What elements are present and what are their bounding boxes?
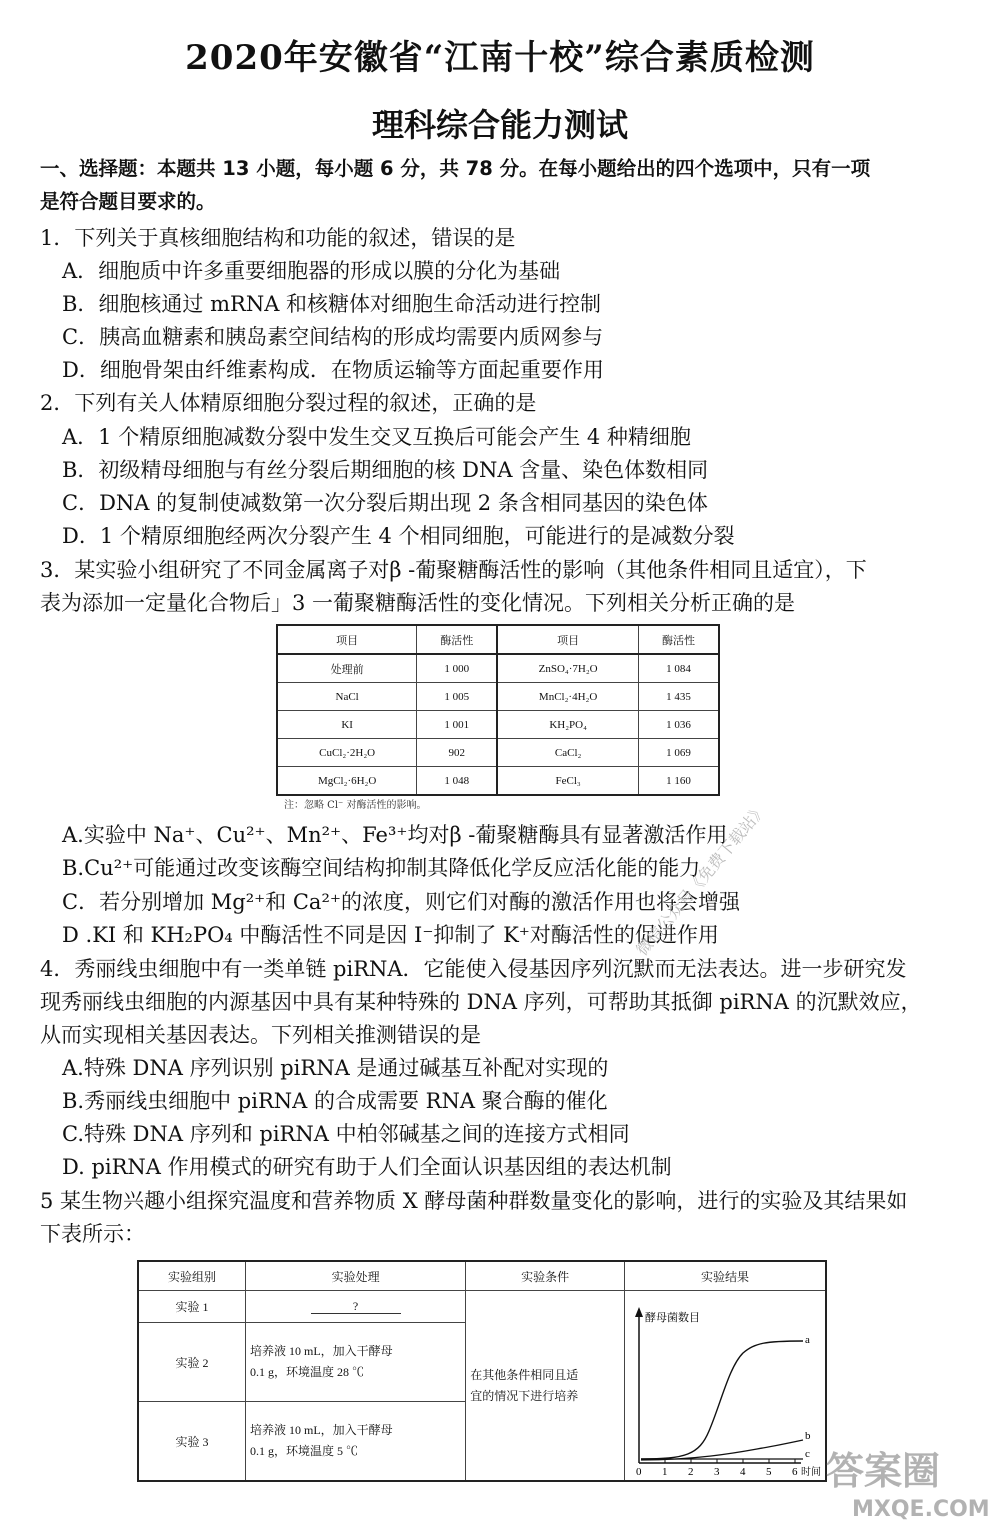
table-row (138, 1291, 826, 1323)
table-header-cell: 项目 (497, 625, 638, 654)
table-cell: 1 000 (417, 654, 498, 683)
yeast-experiment-table (137, 1260, 827, 1482)
logo-text: 答案圈 (826, 1449, 941, 1493)
q2-stem: 2．下列有关人体精原细胞分裂过程的叙述，正确的是 (40, 391, 537, 415)
condition-line2: 宜的情况下进行培养 (470, 1388, 579, 1403)
table-cell: MnCl₂·4H₂O (497, 683, 638, 711)
q4-option-c: C.特殊 DNA 序列和 piRNA 中柏邻碱基之间的连接方式相同 (62, 1122, 630, 1146)
q2-option-d: D．1 个精原细胞经两次分裂产生 4 个相同细胞，可能进行的是减数分裂 (62, 524, 735, 548)
curve-a (641, 1341, 803, 1459)
table-cell: 1 048 (417, 767, 498, 796)
section-heading-line1: 一、选择题：本题共 13 小题，每小题 6 分，共 78 分。在每小题给出的四个选项中，只有一项 (40, 157, 871, 180)
table-cell-condition (466, 1291, 625, 1482)
curve-b-label: b (804, 1430, 811, 1442)
table-cell: 1 005 (417, 683, 498, 711)
condition-line1: 在其他条件相同且适 (470, 1367, 579, 1382)
table-header-cell: 酶活性 (417, 625, 498, 654)
table-cell: 处理前 (277, 654, 417, 683)
table-cell: FeCl₃ (497, 767, 638, 796)
table-header-cell: 实验结果 (624, 1261, 826, 1291)
q1-option-d: D．细胞骨架由纤维素构成．在物质运输等方面起重要作用 (62, 358, 604, 382)
blank-treatment: ? (311, 1299, 401, 1314)
table-row (277, 739, 719, 767)
table-cell: 实验 2 (138, 1323, 246, 1402)
q4-stem-line1: 4．秀丽线虫细胞中有一类单链 piRNA．它能使入侵基因序列沉默而无法表达。进一步研究发 (40, 957, 907, 981)
x-tick-label: 1 (661, 1466, 668, 1476)
table-cell: MgCl₂·6H₂O (277, 767, 417, 796)
table-cell: 1 036 (638, 711, 719, 739)
table-cell: ZnSO₄·7H₂O (497, 654, 638, 683)
table-cell: 1 435 (638, 683, 719, 711)
table-cell (246, 1291, 466, 1323)
q5-stem-line2: 下表所示： (40, 1222, 145, 1246)
treatment-line1: 培养液 10 mL，加入干酵母 (250, 1344, 393, 1359)
q3-option-c: C．若分别增加 Mg²⁺和 Ca²⁺的浓度，则它们对酶的激活作用也将会增强 (62, 890, 740, 914)
curve-c-label: c (804, 1448, 810, 1460)
table-row (277, 654, 719, 683)
table-cell: 实验 1 (138, 1291, 246, 1323)
table-header-cell: 酶活性 (638, 625, 719, 654)
q1-option-c: C．胰高血糖素和胰岛素空间结构的形成均需要内质网参与 (62, 325, 604, 349)
x-tick-label: 4 (739, 1466, 746, 1476)
curve-a-label: a (804, 1334, 810, 1346)
table-cell: KI (277, 711, 417, 739)
table-cell: 902 (417, 739, 498, 767)
table-cell-treatment (246, 1323, 466, 1402)
table-header-row (138, 1261, 826, 1291)
treatment-line1: 培养液 10 mL，加入干酵母 (250, 1423, 393, 1438)
q4-option-d: D. piRNA 作用模式的研究有助于人们全面认识基因组的表达机制 (62, 1155, 672, 1179)
q1-option-b: B．细胞核通过 mRNA 和核糖体对细胞生命活动进行控制 (62, 292, 602, 316)
table-cell-treatment (246, 1402, 466, 1481)
q4-option-b: B.秀丽线虫细胞中 piRNA 的合成需要 RNA 聚合酶的催化 (62, 1089, 608, 1113)
q3-stem-line1: 3．某实验小组研究了不同金属离子对β -葡聚糖酶活性的影响（其他条件相同且适宜），下 (40, 558, 867, 582)
x-tick-label: 3 (713, 1466, 720, 1476)
x-axis-label: 时间 (800, 1467, 821, 1476)
yeast-growth-graph (625, 1291, 825, 1476)
watermark-text: 微信公众号《免费下载站》 (632, 799, 771, 960)
x-tick-label: 0 (635, 1466, 642, 1476)
table-cell: 1 160 (638, 767, 719, 796)
table-cell: KH₂PO₄ (497, 711, 638, 739)
y-axis-label: 酵母菌数目 (644, 1311, 700, 1324)
table-row (277, 683, 719, 711)
table-header-row (277, 625, 719, 654)
curve-b (641, 1440, 803, 1460)
table-cell: CuCl₂·2H₂O (277, 739, 417, 767)
q4-stem-line2: 现秀丽线虫细胞的内源基因中具有某种特殊的 DNA 序列，可帮助其抵御 piRNA 的沉默效应， (40, 990, 922, 1014)
page-title: 2020年安徽省“江南十校”综合素质检测 (185, 38, 815, 78)
q5-stem-line1: 5 某生物兴趣小组探究温度和营养物质 X 酵母菌种群数量变化的影响，进行的实验及其结果如 (40, 1189, 908, 1213)
q2-option-b: B．初级精母细胞与有丝分裂后期细胞的核 DNA 含量、染色体数相同 (62, 458, 709, 482)
table-header-cell: 实验处理 (246, 1261, 466, 1291)
q4-option-a: A.特殊 DNA 序列识别 piRNA 是通过碱基互补配对实现的 (62, 1056, 609, 1080)
treatment-line2: 0.1 g，环境温度 28 ℃ (250, 1365, 365, 1380)
table-cell: 1 001 (417, 711, 498, 739)
table-row (277, 711, 719, 739)
table-cell: 1 069 (638, 739, 719, 767)
x-tick-labels (636, 1459, 821, 1476)
table-header-cell: 实验组别 (138, 1261, 246, 1291)
logo-subtext: MXQE.COM (852, 1497, 990, 1520)
table-cell: NaCl (277, 683, 417, 711)
q2-option-a: A．1 个精原细胞减数分裂中发生交叉互换后可能会产生 4 种精细胞 (62, 425, 691, 449)
table-cell-graph (624, 1291, 826, 1482)
table-header-cell: 项目 (277, 625, 417, 654)
site-logo (812, 1440, 990, 1520)
treatment-line2: 0.1 g，环境温度 5 ℃ (250, 1444, 359, 1459)
q3-stem-line2: 表为添加一定量化合物后」3 一葡聚糖酶活性的变化情况。下列相关分析正确的是 (40, 591, 796, 615)
x-tick-label: 6 (791, 1466, 798, 1476)
q1-option-a: A．细胞质中许多重要细胞器的形成以膜的分化为基础 (62, 259, 561, 283)
page-subtitle: 理科综合能力测试 (371, 106, 628, 144)
x-tick-label: 2 (687, 1466, 694, 1476)
y-axis-arrow (635, 1307, 643, 1317)
table-cell: 实验 3 (138, 1402, 246, 1481)
q2-option-c: C．DNA 的复制使减数第一次分裂后期出现 2 条含相同基因的染色体 (62, 491, 708, 515)
q3-option-d: D .KI 和 KH₂PO₄ 中酶活性不同是因 I⁻抑制了 K⁺对酶活性的促进作用 (62, 923, 719, 947)
table-cell: 1 084 (638, 654, 719, 683)
q4-stem-line3: 从而实现相关基因表达。下列相关推测错误的是 (40, 1023, 481, 1047)
table-cell: CaCl₂ (497, 739, 638, 767)
x-tick-label: 5 (765, 1466, 772, 1476)
q3-option-a: A.实验中 Na⁺、Cu²⁺、Mn²⁺、Fe³⁺均对β -葡聚糖酶具有显著激活作用 (62, 823, 728, 847)
q1-stem: 1．下列关于真核细胞结构和功能的叙述，错误的是 (40, 226, 516, 250)
table-note: 注：忽略 Cl⁻ 对酶活性的影响。 (284, 800, 427, 811)
table-header-cell: 实验条件 (466, 1261, 625, 1291)
enzyme-activity-table (276, 624, 720, 796)
table-row (277, 767, 719, 796)
q3-option-b: B.Cu²⁺可能通过改变该酶空间结构抑制其降低化学反应活化能的能力 (62, 856, 701, 880)
section-heading-line2: 是符合题目要求的。 (40, 190, 216, 213)
